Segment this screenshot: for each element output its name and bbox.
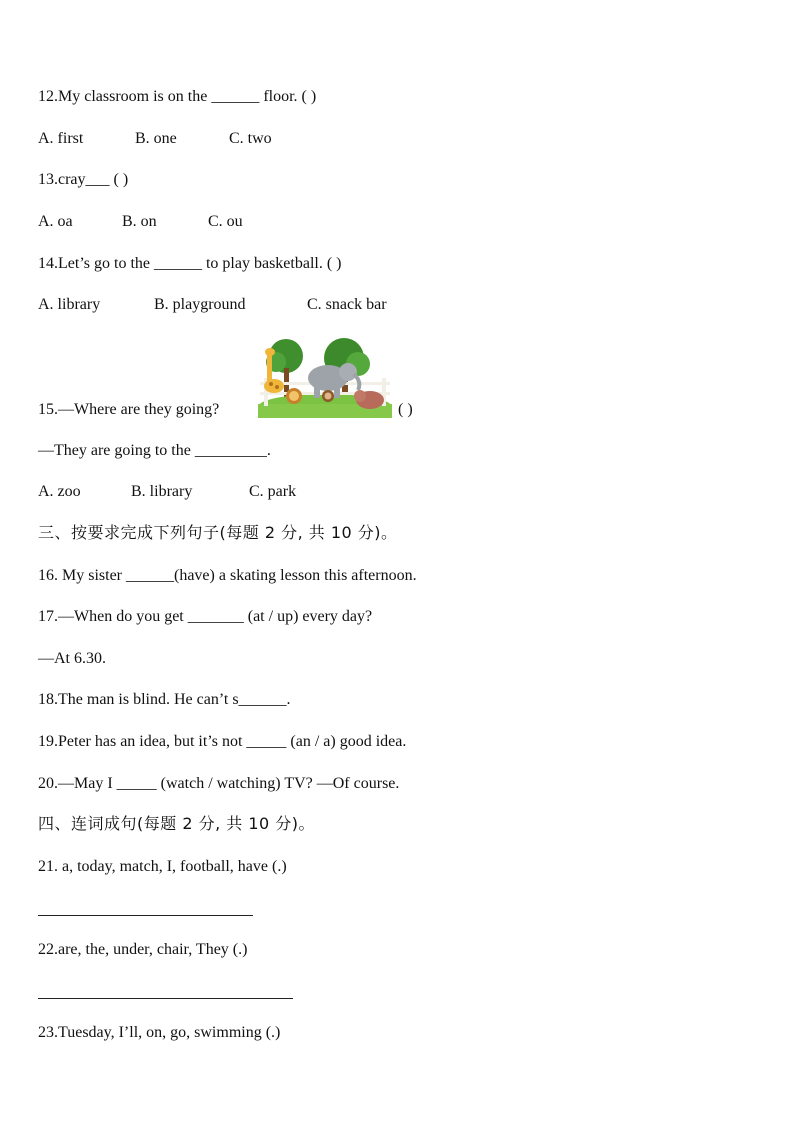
q15-option-b: B. library — [131, 483, 193, 500]
zoo-animals-illustration-icon — [258, 338, 392, 418]
q17: 17.—When do you get _______ (at / up) every day? — [38, 608, 373, 625]
q14-option-b: B. playground — [154, 296, 246, 313]
q23: 23.Tuesday, I’ll, on, go, swimming (.) — [38, 1024, 281, 1041]
q20: 20.—May I _____ (watch / watching) TV? —Of course. — [38, 775, 400, 792]
q17-reply: —At 6.30. — [38, 650, 106, 667]
q14-stem: 14.Let’s go to the ______ to play basketball. ( ) — [38, 255, 342, 272]
q18: 18.The man is blind. He can’t s______. — [38, 691, 291, 708]
q16: 16. My sister ______(have) a skating lesson this afternoon. — [38, 567, 417, 584]
q12-option-b: B. one — [135, 130, 177, 147]
q21-answer-line — [38, 915, 253, 916]
q15-option-c: C. park — [249, 483, 297, 500]
q15-stem: 15.—Where are they going? — [38, 401, 220, 418]
q12-option-c: C. two — [229, 130, 272, 147]
q22-answer-line — [38, 998, 293, 999]
q21: 21. a, today, match, I, football, have (.) — [38, 858, 287, 875]
q13-option-a: A. oa — [38, 213, 73, 230]
q15-reply: —They are going to the _________. — [38, 442, 271, 459]
q13-option-b: B. on — [122, 213, 157, 230]
q13-option-c: C. ou — [208, 213, 243, 230]
q12-option-a: A. first — [38, 130, 84, 147]
q19: 19.Peter has an idea, but it’s not _____ (an / a) good idea. — [38, 733, 407, 750]
q15-paren: ( ) — [398, 401, 413, 418]
q14-option-c: C. snack bar — [307, 296, 387, 313]
q12-stem: 12.My classroom is on the ______ floor. ( ) — [38, 88, 317, 105]
q13-stem: 13.cray___ ( ) — [38, 171, 129, 188]
q15-option-a: A. zoo — [38, 483, 81, 500]
q14-option-a: A. library — [38, 296, 101, 313]
section3-title: 三、按要求完成下列句子(每题 2 分, 共 10 分)。 — [38, 523, 398, 542]
section4-title: 四、连词成句(每题 2 分, 共 10 分)。 — [38, 814, 316, 833]
q22: 22.are, the, under, chair, They (.) — [38, 941, 248, 958]
